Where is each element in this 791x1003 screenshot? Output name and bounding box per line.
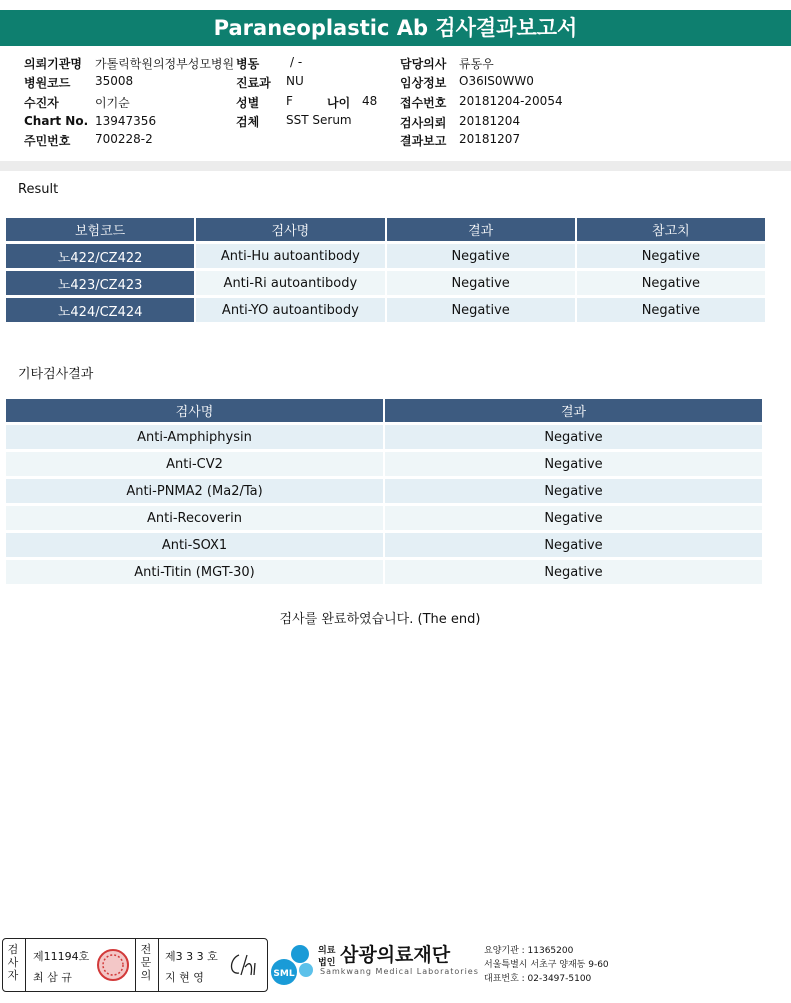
result-section-title: Result: [18, 182, 59, 197]
divider: [25, 939, 26, 991]
test-result: Negative: [385, 533, 762, 557]
test-name: Anti-PNMA2 (Ma2/Ta): [6, 479, 383, 503]
specimen-label: 검체: [236, 115, 260, 129]
test-name: Anti-Recoverin: [6, 506, 383, 530]
id-label: 주민번호: [24, 134, 71, 148]
table-row: [6, 452, 762, 476]
reviewer-name: 지 현 영: [165, 971, 204, 984]
chart-label: Chart No.: [24, 114, 89, 128]
divider: [158, 939, 159, 991]
org-name: 삼광의료재단: [340, 944, 451, 966]
reference-value: Negative: [577, 271, 765, 295]
hospital-code-label: 병원코드: [24, 76, 71, 90]
patient-label: 수진자: [24, 96, 59, 110]
age-value: 48: [362, 94, 378, 108]
insurance-code: 노422/CZ422: [6, 244, 194, 268]
institution-value: 가톨릭학원의정부성모병원: [95, 57, 235, 71]
patient-info: [0, 53, 791, 153]
logo-text: SML: [273, 969, 295, 979]
org-prefix-top: 의료: [318, 946, 336, 956]
test-result: Negative: [385, 425, 762, 449]
test-name: Anti-SOX1: [6, 533, 383, 557]
report-title: Paraneoplastic Ab 검사결과보고서: [0, 10, 791, 46]
end-note: 검사를 완료하였습니다. (The end): [279, 612, 481, 627]
header-test-name: 검사명: [6, 399, 383, 422]
doctor-value: 류동우: [459, 57, 494, 71]
report-date-label: 결과보고: [400, 134, 447, 148]
test-result: Negative: [385, 506, 762, 530]
tester-label: 검사자: [7, 943, 19, 982]
signature-icon: [225, 949, 261, 981]
seal-icon: [95, 946, 131, 984]
table-row: [6, 271, 765, 295]
request-value: 20181204: [459, 114, 521, 128]
org-english-name: Samkwang Medical Laboratories: [320, 967, 479, 976]
insurance-code: 노424/CZ424: [6, 298, 194, 322]
reference-value: Negative: [577, 244, 765, 268]
hospital-code-value: 35008: [95, 74, 134, 88]
divider: [0, 161, 791, 171]
table-row: [6, 244, 765, 268]
receipt-label: 접수번호: [400, 96, 447, 110]
org-phone: 대표번호 : 02-3497-5100: [484, 974, 592, 984]
age-label: 나이: [327, 96, 351, 110]
patient-value: 이기순: [95, 96, 130, 110]
test-name: Anti-CV2: [6, 452, 383, 476]
test-result: Negative: [385, 452, 762, 476]
receipt-value: 20181204-20054: [459, 94, 563, 108]
tester-license-no: 제11194호: [33, 950, 90, 963]
header-result: 결과: [385, 399, 762, 422]
reviewer-label: 전문의: [140, 943, 152, 982]
id-value: 700228-2: [95, 132, 153, 146]
test-result: Negative: [387, 271, 575, 295]
report-date-value: 20181207: [459, 132, 521, 146]
test-name: Anti-Ri autoantibody: [196, 271, 384, 295]
insurance-code: 노423/CZ423: [6, 271, 194, 295]
test-name: Anti-Amphiphysin: [6, 425, 383, 449]
table-row: [6, 298, 765, 322]
other-section-title: 기타검사결과: [18, 367, 94, 382]
test-result: Negative: [385, 479, 762, 503]
test-name: Anti-Titin (MGT-30): [6, 560, 383, 584]
header-reference: 참고치: [577, 218, 765, 241]
clinical-label: 임상정보: [400, 76, 447, 90]
sex-value: F: [286, 94, 293, 108]
other-results-table: [4, 396, 764, 587]
table-row: [6, 479, 762, 503]
table-row: [6, 425, 762, 449]
result-table: [4, 215, 767, 325]
clinical-value: O36IS0WW0: [459, 74, 534, 88]
reference-value: Negative: [577, 298, 765, 322]
org-prefix-bottom: 법인: [318, 958, 336, 968]
divider: [135, 939, 136, 991]
org-code: 요양기관 : 11365200: [484, 946, 574, 956]
test-name: Anti-Hu autoantibody: [196, 244, 384, 268]
request-label: 검사의뢰: [400, 116, 447, 130]
org-address: 서울특별시 서초구 양재동 9-60: [484, 960, 609, 970]
institution-label: 의뢰기관명: [24, 57, 82, 71]
test-result: Negative: [387, 298, 575, 322]
test-result: Negative: [385, 560, 762, 584]
specimen-value: SST Serum: [286, 113, 352, 127]
test-result: Negative: [387, 244, 575, 268]
sml-logo-icon: [270, 940, 316, 988]
signature-box: [2, 938, 268, 992]
table-row: [6, 533, 762, 557]
reviewer-license-no: 제3 3 3 호: [165, 950, 218, 963]
header-result: 결과: [387, 218, 575, 241]
header-test-name: 검사명: [196, 218, 384, 241]
dept-value: NU: [286, 74, 304, 88]
table-row: [6, 560, 762, 584]
ward-label: 병동: [236, 57, 260, 71]
ward-value: / -: [290, 55, 303, 69]
dept-label: 진료과: [236, 76, 271, 90]
table-row: [6, 506, 762, 530]
tester-name: 최 삼 규: [33, 971, 72, 984]
footer: [0, 938, 791, 996]
header-insurance-code: 보험코드: [6, 218, 194, 241]
sex-label: 성별: [236, 96, 260, 110]
doctor-label: 담당의사: [400, 57, 447, 71]
chart-value: 13947356: [95, 114, 157, 128]
test-name: Anti-YO autoantibody: [196, 298, 384, 322]
